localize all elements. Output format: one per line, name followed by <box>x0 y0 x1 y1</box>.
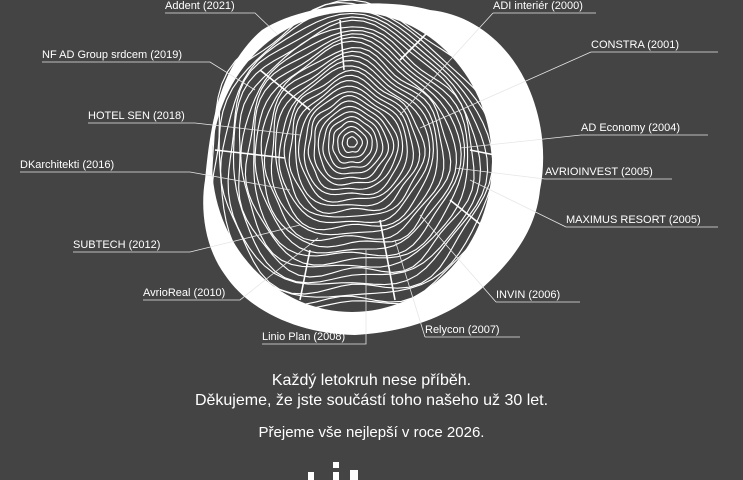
label-maximus-resort: MAXIMUS RESORT (2005) <box>566 214 701 226</box>
label-relycon: Relycon (2007) <box>425 324 500 336</box>
label-subtech: SUBTECH (2012) <box>73 239 161 251</box>
message-line-2: Děkujeme, že jste součástí toho našeho už 30 let. <box>194 392 549 409</box>
label-constra: CONSTRA (2001) <box>591 39 680 51</box>
label-dkarchitekti: DKarchitekti (2016) <box>20 159 115 171</box>
label-avrioinvest: AVRIOINVEST (2005) <box>545 166 653 178</box>
label-nf-ad-group: NF AD Group srdcem (2019) <box>42 49 182 61</box>
label-avrioreal: AvrioReal (2010) <box>143 287 226 299</box>
label-adi-interier: ADI interiér (2000) <box>493 0 583 12</box>
message-line-1: Každý letokruh nese příběh. <box>271 372 472 389</box>
leader-line <box>42 62 255 90</box>
label-invin: INVIN (2006) <box>496 289 561 301</box>
message-line-3: Přejeme vše nejlepší v roce 2026. <box>258 424 485 441</box>
label-linio-plan: Linio Plan (2008) <box>262 331 346 343</box>
label-hotel-sen: HOTEL SEN (2018) <box>88 110 185 122</box>
label-addent: Addent (2021) <box>165 0 235 12</box>
label-ad-economy: AD Economy (2004) <box>581 122 681 134</box>
